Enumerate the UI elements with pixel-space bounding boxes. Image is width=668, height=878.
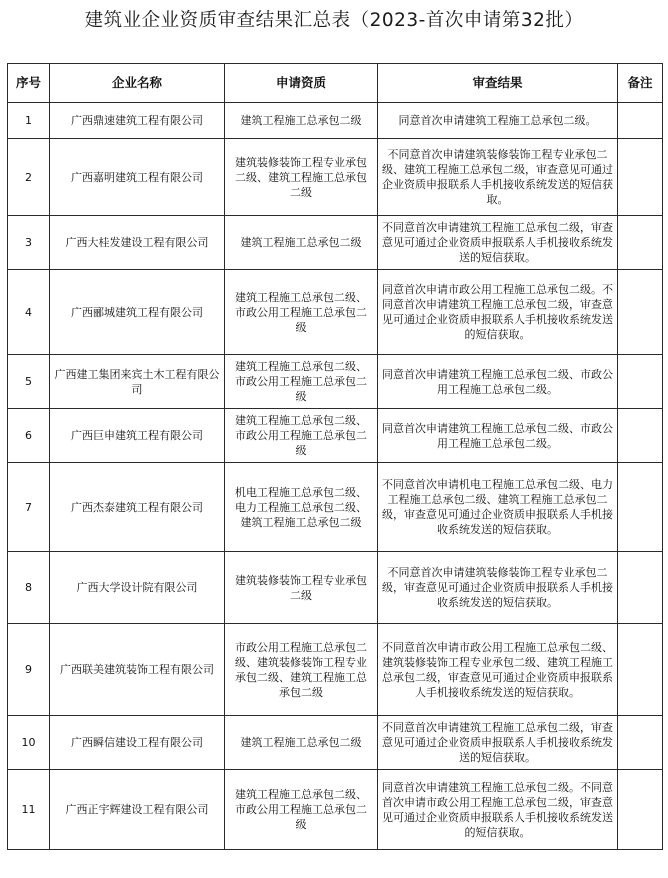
row-applied-qualification: 市政公用工程施工总承包二级、建筑装修装饰工程专业承包二级、建筑工程施工总承包二级 <box>225 624 378 716</box>
row-applied-qualification: 机电工程施工总承包二级、电力工程施工总承包二级、建筑工程施工总承包二级 <box>225 463 378 552</box>
row-serial-number: 1 <box>8 103 50 139</box>
row-applied-qualification: 建筑工程施工总承包二级 <box>225 716 378 770</box>
row-remarks <box>618 463 663 552</box>
header-applied-qualification: 申请资质 <box>225 64 378 103</box>
row-applied-qualification: 建筑工程施工总承包二级、市政公用工程施工总承包二级 <box>225 270 378 355</box>
row-review-result: 同意首次申请建筑工程施工总承包二级。 <box>378 103 618 139</box>
row-serial-number: 4 <box>8 270 50 355</box>
row-serial-number: 11 <box>8 770 50 850</box>
header-company-name: 企业名称 <box>50 64 225 103</box>
row-review-result: 不同意首次申请建筑工程施工总承包二级，审查意见可通过企业资质申报联系人手机接收系统发送的短信获取。 <box>378 216 618 270</box>
row-serial-number: 3 <box>8 216 50 270</box>
row-applied-qualification: 建筑工程施工总承包二级 <box>225 216 378 270</box>
table-row <box>8 770 663 850</box>
row-company-name: 广西联美建筑装饰工程有限公司 <box>50 624 225 716</box>
row-company-name: 广西巨申建筑工程有限公司 <box>50 409 225 463</box>
row-serial-number: 5 <box>8 355 50 409</box>
table-row <box>8 409 663 463</box>
row-review-result: 不同意首次申请市政公用工程施工总承包二级、建筑装修装饰工程专业承包二级、建筑工程施工总承包二级，审查意见可通过企业资质申报联系人手机接收系统发送的短信获取。 <box>378 624 618 716</box>
row-company-name: 广西嘉明建筑工程有限公司 <box>50 139 225 216</box>
header-review-result: 审查结果 <box>378 64 618 103</box>
table-row <box>8 716 663 770</box>
row-serial-number: 6 <box>8 409 50 463</box>
table-row <box>8 139 663 216</box>
row-serial-number: 8 <box>8 552 50 624</box>
row-remarks <box>618 270 663 355</box>
table-row <box>8 216 663 270</box>
row-company-name: 广西正宇辉建设工程有限公司 <box>50 770 225 850</box>
table-row <box>8 463 663 552</box>
row-company-name: 广西杰泰建筑工程有限公司 <box>50 463 225 552</box>
row-applied-qualification: 建筑工程施工总承包二级、市政公用工程施工总承包二级 <box>225 355 378 409</box>
row-review-result: 不同意首次申请建筑装修装饰工程专业承包二级，审查意见可通过企业资质申报联系人手机接收系统发送的短信获取。 <box>378 552 618 624</box>
table-row <box>8 355 663 409</box>
header-serial-number: 序号 <box>8 64 50 103</box>
table-row <box>8 552 663 624</box>
row-applied-qualification: 建筑装修装饰工程专业承包二级 <box>225 552 378 624</box>
row-serial-number: 2 <box>8 139 50 216</box>
row-review-result: 同意首次申请市政公用工程施工总承包二级。不同意首次申请建筑工程施工总承包二级，审查意见可通过企业资质申报联系人手机接收系统发送的短信获取。 <box>378 270 618 355</box>
row-company-name: 广西建工集团来宾土木工程有限公司 <box>50 355 225 409</box>
row-remarks <box>618 409 663 463</box>
row-company-name: 广西大学设计院有限公司 <box>50 552 225 624</box>
row-serial-number: 7 <box>8 463 50 552</box>
table-row <box>8 270 663 355</box>
row-review-result: 不同意首次申请机电工程施工总承包二级、电力工程施工总承包二级、建筑工程施工总承包二级，审查意见可通过企业资质申报联系人手机接收系统发送的短信获取。 <box>378 463 618 552</box>
row-applied-qualification: 建筑装修装饰工程专业承包二级、建筑工程施工总承包二级 <box>225 139 378 216</box>
row-review-result: 同意首次申请建筑工程施工总承包二级、市政公用工程施工总承包二级。 <box>378 355 618 409</box>
row-remarks <box>618 216 663 270</box>
row-company-name: 广西瞬信建设工程有限公司 <box>50 716 225 770</box>
row-serial-number: 10 <box>8 716 50 770</box>
row-remarks <box>618 139 663 216</box>
row-applied-qualification: 建筑工程施工总承包二级 <box>225 103 378 139</box>
row-remarks <box>618 552 663 624</box>
table-row <box>8 103 663 139</box>
document-title: 建筑业企业资质审查结果汇总表（2023-首次申请第32批） <box>84 10 584 31</box>
row-remarks <box>618 770 663 850</box>
row-review-result: 不同意首次申请建筑工程施工总承包二级，审查意见可通过企业资质申报联系人手机接收系统发送的短信获取。 <box>378 716 618 770</box>
row-review-result: 同意首次申请建筑工程施工总承包二级。不同意首次申请市政公用工程施工总承包二级，审查意见可通过企业资质申报联系人手机接收系统发送的短信获取。 <box>378 770 618 850</box>
row-applied-qualification: 建筑工程施工总承包二级、市政公用工程施工总承包二级 <box>225 409 378 463</box>
review-results-table <box>7 63 663 850</box>
row-review-result: 同意首次申请建筑工程施工总承包二级、市政公用工程施工总承包二级。 <box>378 409 618 463</box>
row-company-name: 广西鼎速建筑工程有限公司 <box>50 103 225 139</box>
row-company-name: 广西大桂发建设工程有限公司 <box>50 216 225 270</box>
table-header-row <box>8 64 663 103</box>
row-serial-number: 9 <box>8 624 50 716</box>
row-remarks <box>618 716 663 770</box>
row-company-name: 广西郦城建筑工程有限公司 <box>50 270 225 355</box>
row-review-result: 不同意首次申请建筑装修装饰工程专业承包二级、建筑工程施工总承包二级，审查意见可通过企业资质申报联系人手机接收系统发送的短信获取。 <box>378 139 618 216</box>
row-remarks <box>618 624 663 716</box>
table-row <box>8 624 663 716</box>
row-remarks <box>618 355 663 409</box>
row-applied-qualification: 建筑工程施工总承包二级、市政公用工程施工总承包二级 <box>225 770 378 850</box>
row-remarks <box>618 103 663 139</box>
header-remarks: 备注 <box>618 64 663 103</box>
